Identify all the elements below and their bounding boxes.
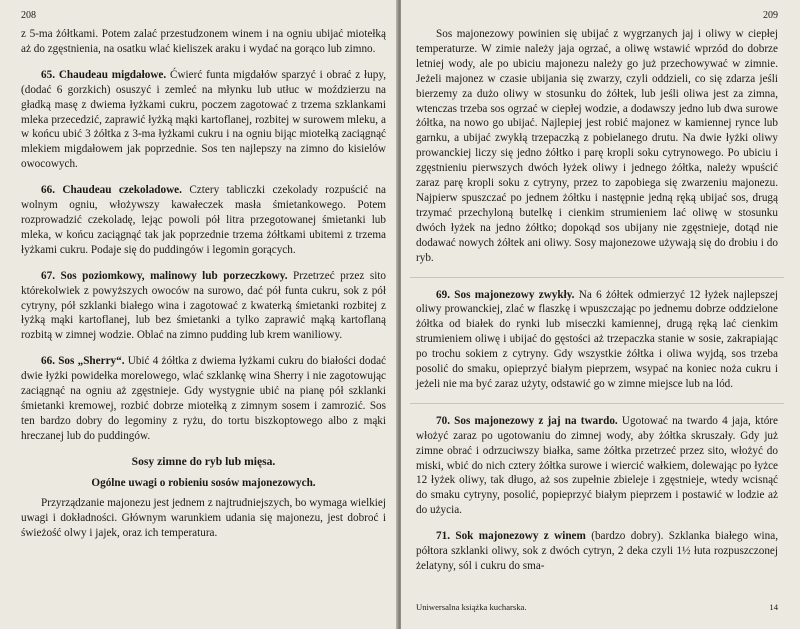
recipe-67-title: 67. Sos poziomkowy, malinowy lub porzeczkowy.: [41, 269, 288, 282]
recipe-66: [21, 183, 386, 258]
recipe-70-title: 70. Sos majonezowy z jaj na twardo.: [436, 414, 618, 427]
continuation-paragraph: z 5-ma żółtkami. Potem zalać przestudzonem winem i na ogniu ubijać miotełką aż do zgęstnienia, na osatku wlać kieliszek araku i wydać na gorąco lub zimno.: [21, 28, 386, 55]
page-footer: [416, 602, 778, 612]
page-number-left: 208: [21, 10, 36, 21]
recipe-70-text: Ugotować na twardo 4 jaja, które włożyć zaraz po ugotowaniu do zimnej wody, aby żółtka skruszały. Gdy już zimne obrać i odrzuciwszy białka, same żółtka przetrzeć przez sito, włożyć do miski, wbić do nich cztery żółtka surowe i wiercić wałkiem, dolewając po łyżce 12 łyżek oliwy, tak długo, aż sos zupełnie zbieleje i zgęstnieje, wtedy wcisnąć do smaku cytryny, posolić, popieprzyć białym pieprzem i postawić w lodzie aż do użycia.: [416, 414, 778, 517]
mayonnaise-intro: Sos majonezowy powinien się ubijać z wygrzanych jaj i oliwy w ciepłej temperaturze. W zimie należy jaja ogrzać, a oliwę wstawić wprzód do dobrze letniej wody, ale po ubiciu majonezu należy go już przechowywać w zimnie. Jeżeli majonez w czasie ubijania się zwarzy, czyli oddzieli, co się zdarza jeśli bierzemy za dużo oliwy w stosunku do żółtek, lub jeśli oliwa jest za zimna, wtenczas trzeba sos ogrzać w ciepłej wodzie, a dodawszy jedno lub dwa surowe żółtka, na nowo go ubijać. Najlepiej jest robić majonez w kamiennej rynce lub garnku, a ubijać zwykłą trzepaczką z pobielanego drutu. Na dwie łyżki oliwy prowanckiej liczy się jedno żółtko i parę kropli soku cytrynowego. Po ubiciu i zgęstnieniu pierwszych dwóch łyżek oliwy i jednego żółtka, należy wpuścić zaraz parę kropli soku z cytryny, przez to zapobiega się zwarzeniu majonezu. Najpierw spuszczać po jednem żółtku i następnie jedną ręką ubijać sos, drugą trzymać przechyloną butelkę i cienkim strumieniem lać oliwę w stosunku dwóch łyżek na jedno żółtko; dopokąd sos ubijany nie zgęstnieje, dotąd nie dodawać nowych żółtek ani oliwy. Sosy majonezowe używają się do drobiu i do ryb.: [416, 28, 778, 264]
recipe-66-title: 66. Chaudeau czekoladowe.: [41, 184, 182, 197]
recipe-69: [416, 288, 778, 392]
recipe-68: [21, 354, 386, 443]
section-paragraph: Przyrządzanie majonezu jest jednem z najtrudniejszych, bo wymaga wielkiej uwagi i dokładności. Głównym warunkiem udania się majonezu, jest dobroć i świeżość olwy i jajek, oraz ich temperatura.: [21, 497, 386, 540]
recipe-68-title: 66. Sos „Sherry“.: [41, 355, 125, 368]
recipe-67: [21, 269, 386, 344]
divider-line: [410, 277, 784, 278]
recipe-65: [21, 68, 386, 172]
recipe-65-text: Ćwierć funta migdałów sparzyć i obrać z łupy, (dodać 6 gorzkich) osuszyć i zemleć na młynku lub utłuc w moździerzu na gładką masę z dwiema łyżkami cukru, poczem zagotować z trzema szklankami mleka przecedzić, zaprawić łyżką mąki kartoflanej, rozbitej w surowem mleku, a w końcu ubić 3 żółtka z 3-ma łyżkami cukru i na ogniu bijąc miotełką zaciągnąć mlekiem migdałowem jak poprzednie. Sos ten najlepszy na zimno do kisielów owocowych.: [21, 68, 386, 171]
recipe-69-text: Na 6 żółtek odmierzyć 12 łyżek najlepszej oliwy prowanckiej, zlać w flaszkę i wpuszczając po jednemu dobrze oddzielone żółtka od białek do rynki lub miseczki kamiennej, drugą ręką lać cienkim strumieniem oliwę i ubijać do gęstości aż trzepaczka stanie w sosie, zakrapiając po trochu sokiem z cytryny. Gdy wszystkie żółtka i oliwa wyjdą, sos trzeba posolić do smaku, opieprzyć białym pieprzem, wsypać na koniec noża cukru i jeżeli nie ma być zaraz użyty, odstawić go w zimne miejsce lub na lód.: [416, 288, 778, 390]
recipe-69-title: 69. Sos majonezowy zwykły.: [436, 288, 575, 301]
section-subtitle: Ogólne uwagi o robieniu sosów majonezowych.: [91, 476, 316, 489]
right-page: [401, 0, 800, 629]
recipe-71-title: 71. Sok majonezowy z winem: [436, 530, 586, 543]
divider-line: [410, 403, 784, 404]
footer-book-title: Uniwersalna książka kucharska.: [416, 602, 527, 612]
recipe-71: [416, 529, 778, 574]
recipe-68-text: Ubić 4 żółtka z dwiema łyżkami cukru do białości dodać dwie łyżki powidełka morelowego, wlać szklankę wina Sherry i nie zagotowując zaciągnąć na ogniu aż zgęstnieje. Gdy wystygnie ubić na pianę pół szklanki śmietanki kremowej, rozbić dobrze miotełką z zimnym sosem i zamrozić. Sos ten bardzo dobry do legominy z ryżu, do tortu biszkoptowego albo z mąki hreczanej lub do puddingów.: [21, 355, 387, 442]
page-number-right: 209: [763, 10, 778, 21]
recipe-70: [416, 414, 778, 518]
recipe-71-text: Szklanka białego wina, półtora szklanki oliwy, sok z dwóch cytryn, 2 deka czyli 1½ łuta rozpuszczonej żelatyny, sól i cukru do sma-: [416, 530, 778, 572]
recipe-66-text: Cztery tabliczki czekolady rozpuścić na wolnym ogniu, włożywszy kawałeczek masła śmietankowego. Potem rozprowadzić czekoladę, lejąc powoli pół litra przegotowanej śmietanki lub mleka, w końcu zaciągnąć tak jak poprzednie trzema żółtkami ubitemi z trzema łyżkami cukru. Podaje się do puddingów i legomin gorących.: [21, 184, 386, 256]
recipe-71-subnote: (bardzo dobry).: [591, 530, 664, 543]
section-title: Sosy zimne do ryb lub mięsa.: [131, 454, 276, 468]
footer-signature-mark: 14: [769, 602, 778, 612]
recipe-67-text: Przetrzeć przez sito którekolwiek z powyższych owoców na surowo, dać pół funta cukru, sok z pół cytryny, pół szklanki białego wina i zagotować z kwaterką śmietanki rozbitej z łyżką mąki kartoflanej, lub bez śmietanki a tylko zaprawić mąką kartoflaną rozbitą w zimnej wodzie. Oblać na zimno pudding lub krem waniliowy.: [21, 269, 387, 342]
left-page: [0, 0, 398, 629]
recipe-65-title: 65. Chaudeau migdałowe.: [41, 68, 167, 81]
